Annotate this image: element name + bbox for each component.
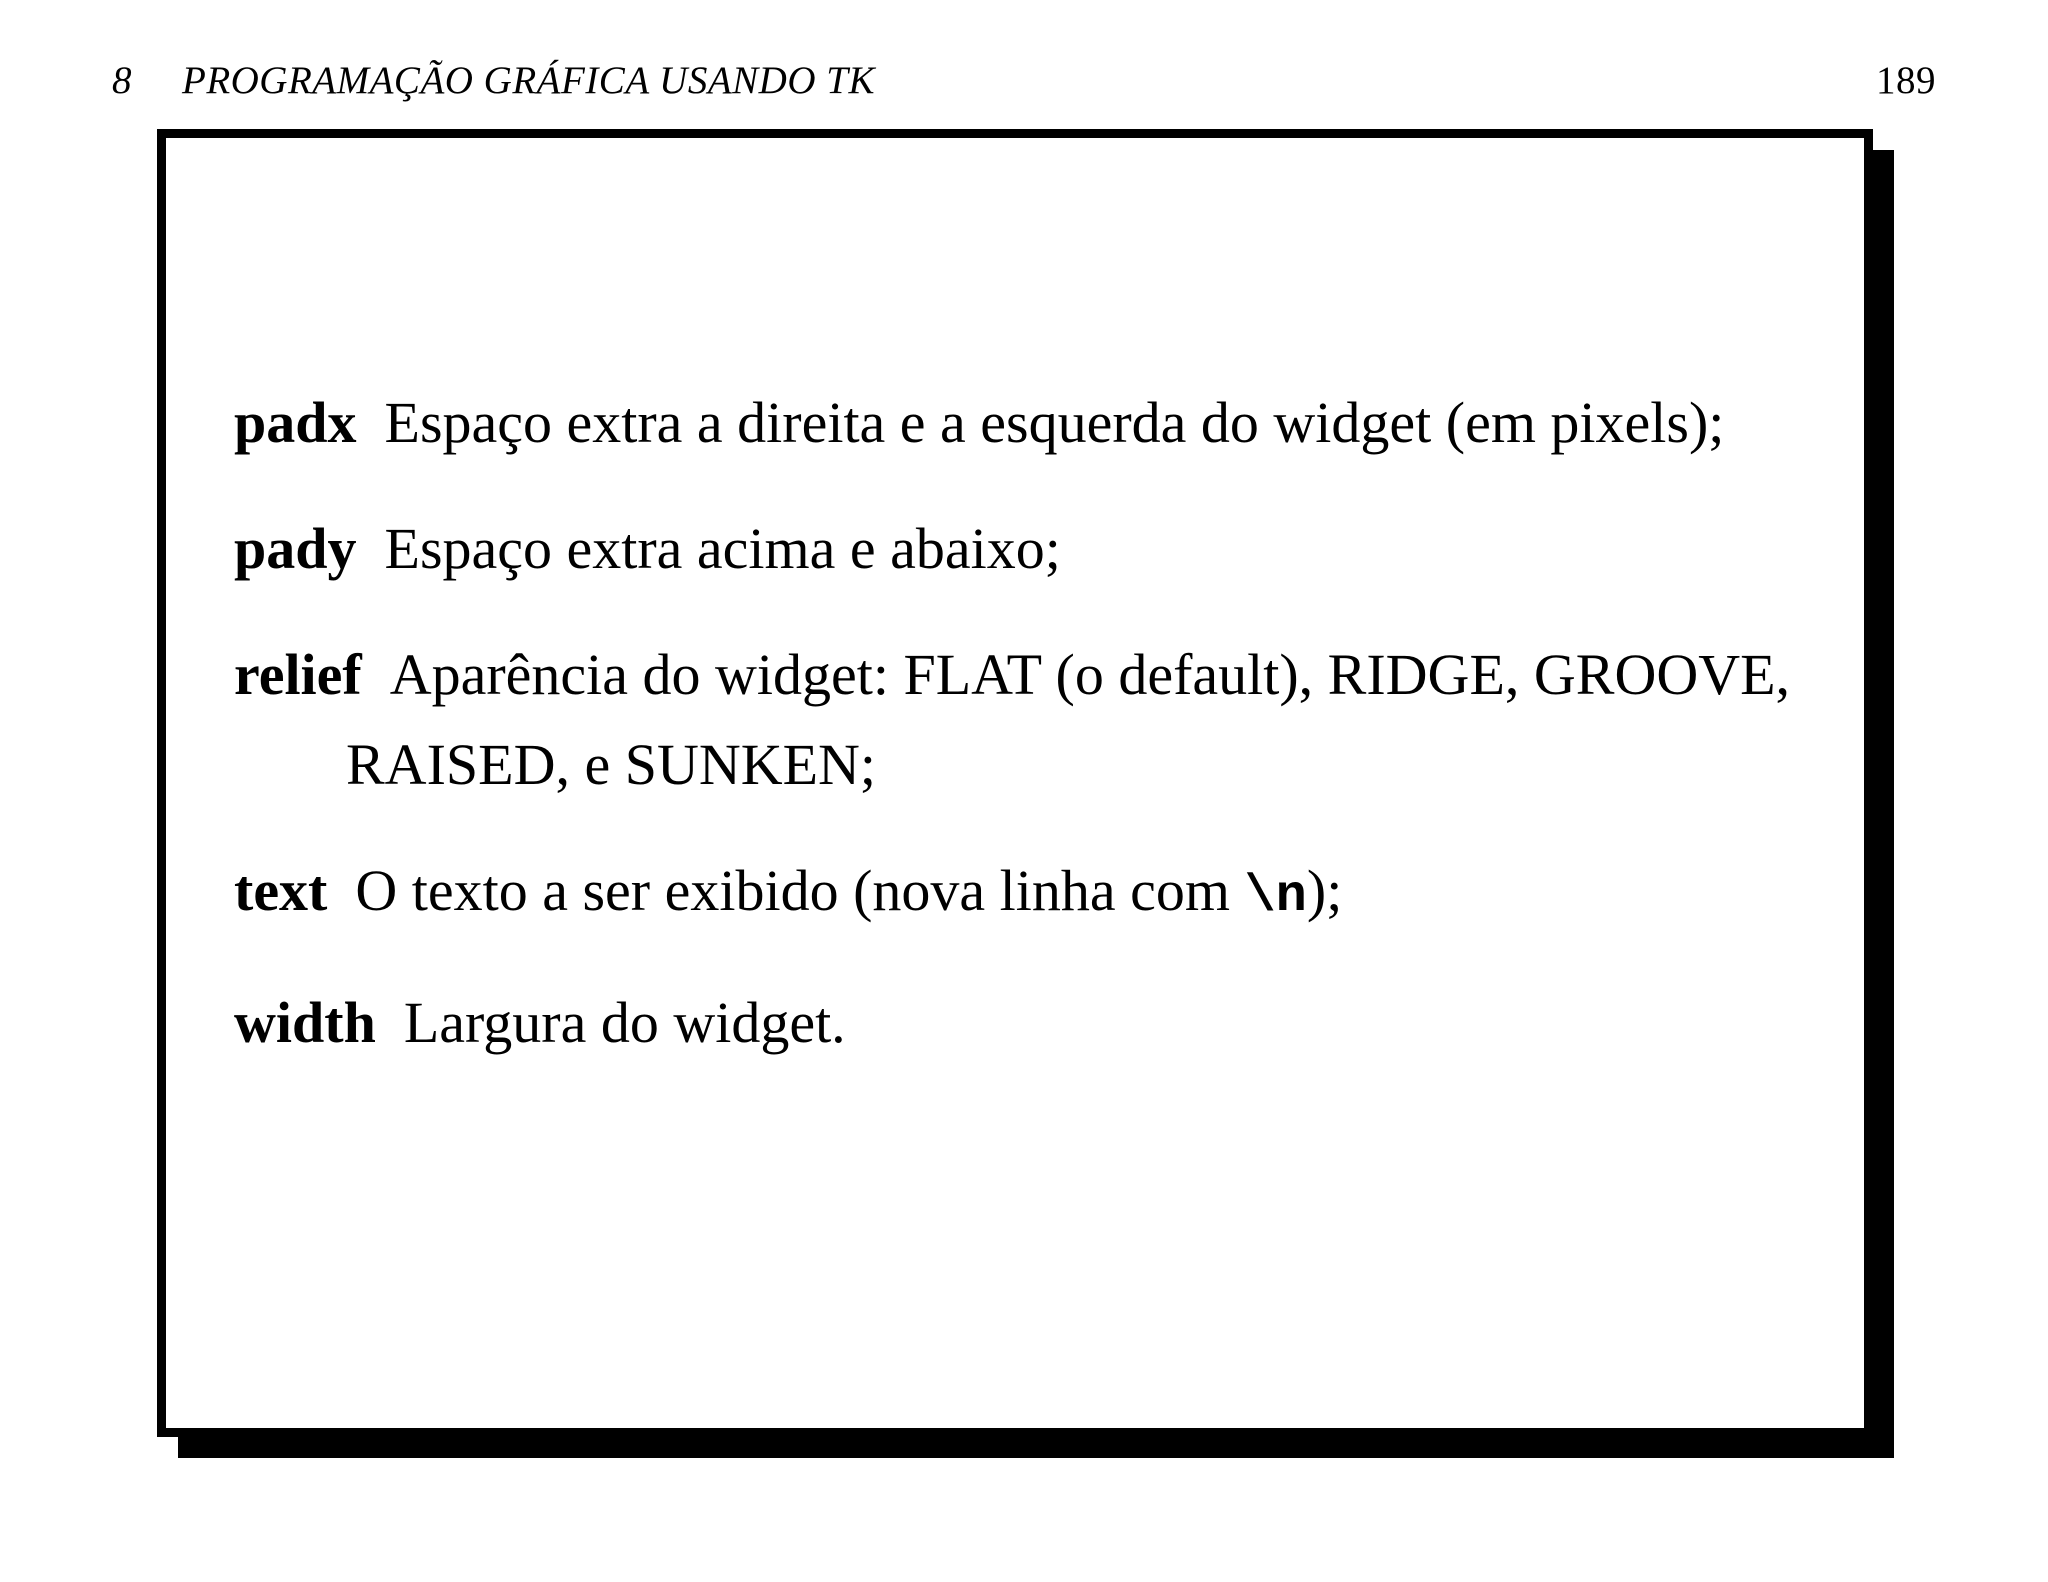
definition-description: Largura do widget. <box>403 990 846 1055</box>
definition-description-start: O texto a ser exibido (nova linha com <box>355 858 1245 923</box>
definition-term: pady <box>234 516 357 581</box>
definition-item-padx <box>234 378 1804 468</box>
definition-term: padx <box>234 390 357 455</box>
definition-list <box>234 378 1804 1104</box>
definition-description: Espaço extra a direita e a esquerda do widget (em pixels); <box>384 390 1725 455</box>
definition-term: text <box>234 858 328 923</box>
definition-item-text <box>234 846 1804 942</box>
definition-description: Aparência do widget: FLAT (o default), RIDGE, GROOVE, RAISED, e SUNKEN; <box>346 642 1791 797</box>
page-number: 189 <box>1876 59 1936 102</box>
definition-item-relief <box>234 630 1804 810</box>
definition-description: Espaço extra acima e abaixo; <box>384 516 1061 581</box>
definition-item-width <box>234 978 1804 1068</box>
running-head <box>112 58 1936 118</box>
slide-frame <box>157 129 1873 1437</box>
chapter-title: PROGRAMAÇÃO GRÁFICA USANDO TK <box>182 59 875 102</box>
newline-code: \n <box>1244 867 1307 926</box>
chapter-number: 8 <box>112 59 132 102</box>
definition-term: relief <box>234 642 362 707</box>
definition-description-end: ); <box>1306 858 1343 923</box>
definition-term: width <box>234 990 376 1055</box>
definition-item-pady <box>234 504 1804 594</box>
